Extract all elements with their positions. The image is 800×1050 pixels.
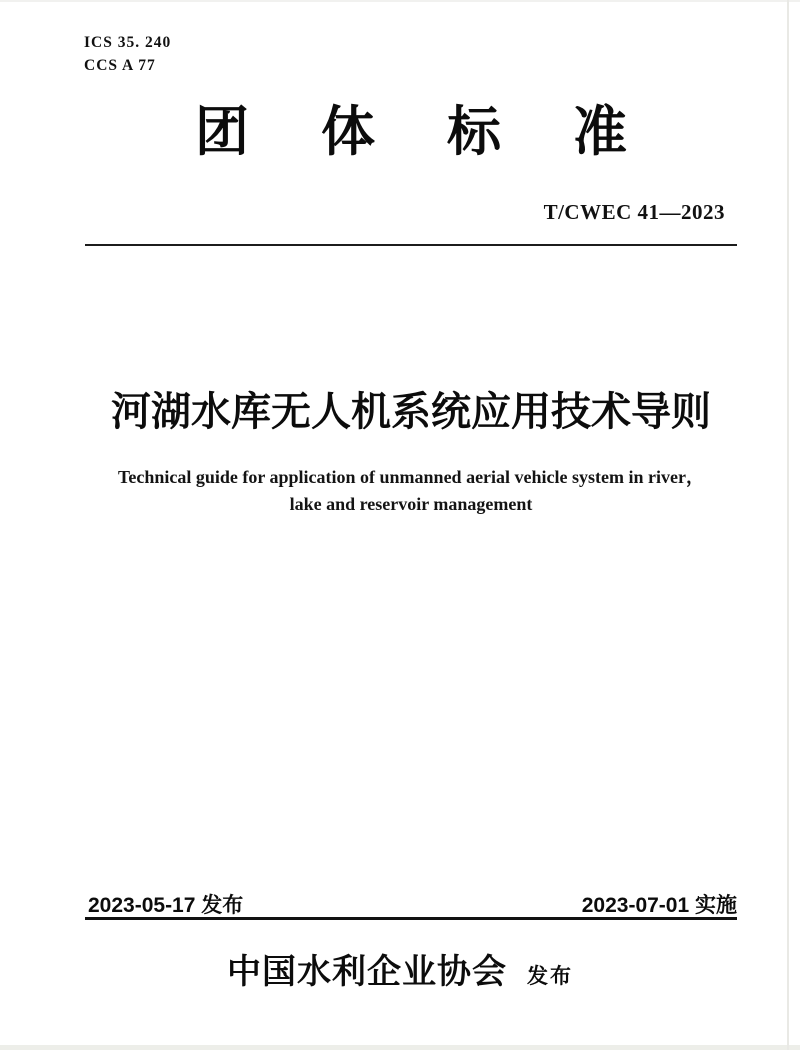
document-title-en (85, 464, 737, 518)
footer-divider (85, 917, 737, 920)
publisher-name: 中国水利企业协会 (227, 954, 507, 991)
implementation-date: 2023-07-01 实施 (581, 894, 737, 917)
publisher-row (0, 944, 800, 993)
ics-code: ICS 35. 240 (84, 34, 172, 51)
document-title-zh: 河湖水库无人机系统应用技术导则 (111, 390, 711, 434)
publish-label: 发布 (527, 965, 573, 988)
page-right-edge (787, 0, 789, 1050)
page-top-edge (0, 0, 800, 2)
page-bottom-edge (0, 1045, 800, 1050)
dates-row (85, 889, 737, 919)
issue-date: 2023-05-17 发布 (88, 894, 244, 917)
classification-codes (84, 31, 171, 77)
standard-number: T/CWEC 41—2023 (543, 200, 725, 224)
header-divider (85, 244, 737, 246)
standard-type-heading: 团体标准 (195, 102, 699, 162)
document-title-en-line2: lake and reservoir management (289, 494, 533, 514)
ccs-code: CCS A 77 (84, 57, 156, 74)
document-title-en-line1: Technical guide for application of unmanned aerial vehicle system in river， (118, 467, 704, 487)
